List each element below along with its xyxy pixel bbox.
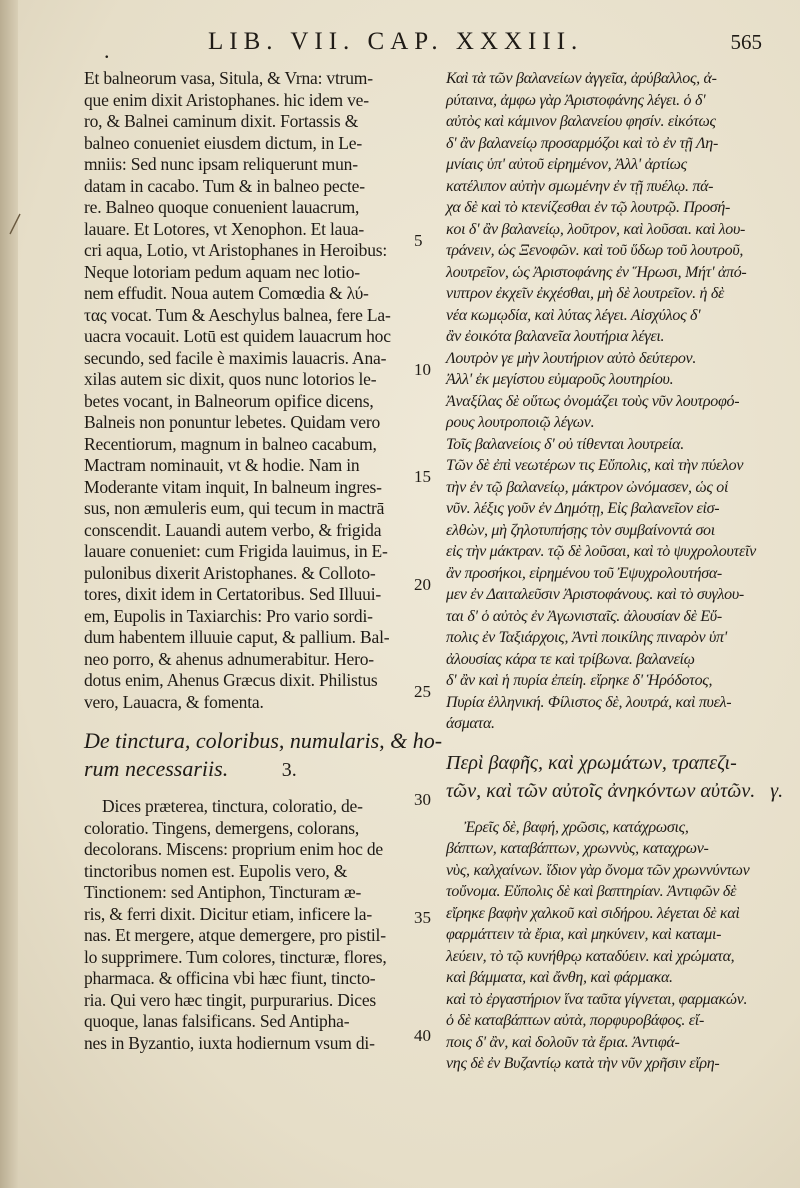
text-line: xilas autem sic dixit, quos nunc lotorios le- (84, 369, 377, 389)
text-line: neo porro, & ahenus adnumerabitur. Hero- (84, 648, 374, 669)
greek-column (446, 68, 784, 1075)
text-line: λουτρεῖον, ὡς Ἀριστοφάνης ἐν Ἥρωσι, Μήτ' ἀπό- (446, 263, 747, 281)
text-line: balneo conueniet eiusdem dictum, in Le- (84, 132, 362, 153)
latin-text-block-2 (84, 796, 428, 1054)
margin-line-number: 10 (414, 359, 431, 379)
text-line: νιπτρον ἐκχεῖν ἐκχέσθαι, μὴ δὲ λουτρεῖον. ἡ δὲ (446, 285, 724, 302)
text-line: Καὶ τὰ τῶν βαλανείων ἀγγεῖα, ἀρύβαλλος, ἀ- (446, 70, 717, 87)
text-line: Moderante vitam inquit, In balneum ingres- (84, 476, 382, 497)
text-line: λεύειν, τὸ τῷ κυνήθρῳ καταδύειν. καὶ χρώματα, (446, 947, 735, 965)
text-line: que enim dixit Aristophanes. hic idem ve- (84, 89, 369, 110)
margin-line-number: 35 (414, 907, 431, 927)
greek-text-block-1 (446, 68, 776, 735)
text-line: vero, Lauacra, & fomenta. (84, 691, 264, 712)
text-line: ἀλουσίας κάρα τε καὶ τρίβωνα. βαλανείῳ (446, 650, 695, 668)
text-line: Neque lotoriam pedum aquam nec lotio- (84, 261, 360, 282)
text-line: Τῶν δὲ ἐπὶ νεωτέρων τις Εὔπολις, καὶ τὴν πύελον (446, 457, 744, 474)
greek-heading-line-1: Περὶ βαφῆς, καὶ χρωμάτων, τραπεζι- (446, 751, 737, 774)
text-line: nem effudit. Noua autem Comœdia & λύ- (84, 283, 369, 303)
text-line: Tinctionem: sed Antiphon, Tincturam æ- (84, 882, 362, 902)
greek-heading-line-2 (446, 777, 784, 805)
text-line: betes vocant, in Balneorum opifice dicens, (84, 390, 374, 411)
text-line: χα δὲ καὶ τὸ κτενίζεσθαι ἐν τῷ λουτρῷ. Προσή- (446, 199, 731, 216)
text-line: lauare conueniet: cum Frigida lauimus, in E- (84, 541, 388, 561)
text-line: Λουτρὸν γε μὴν λουτήριον αὐτὸ δεύτερον. (446, 349, 697, 367)
text-line: ἂν ἐοικότα βαλανεῖα λουτήρια λέγει. (446, 328, 665, 345)
pen-mark-icon (6, 212, 24, 236)
latin-heading-line-2 (84, 755, 428, 784)
text-line: tores, dixit idem in Certatoribus. Sed Illuui- (84, 584, 382, 604)
text-line: πολις ἐν Ταξιάρχοις, Ἀντὶ ποικίλης πιναρὸν ὑπ' (446, 629, 727, 646)
text-line: μεν ἐν Δαιταλεῦσιν Ἀριστοφάνους. καὶ τὸ συγλου- (446, 586, 744, 603)
text-line: ρους λουτροποιῷ λέγων. (446, 414, 595, 431)
latin-section-number: 3. (281, 759, 297, 781)
text-line: secundo, sed facile è maximis lauacris. Ana- (84, 347, 387, 368)
text-line: καὶ τὸ ἐργαστήριον ἵνα ταῦτα γίγνεται, φαρμακών. (446, 990, 748, 1008)
latin-text-block-1 (84, 68, 428, 713)
text-line: nes in Byzantio, iuxta hodiernum vsum di- (84, 1032, 375, 1053)
text-line: άσματα. (446, 715, 495, 732)
text-line: Et balneorum vasa, Situla, & Vrna: vtrum- (84, 68, 373, 88)
text-line: ἂν προσήκοι, εἰρημένου τοῦ Ἐψυχρολουτήσα- (446, 564, 722, 582)
text-line: ris, & ferri dixit. Dicitur etiam, inficere la- (84, 903, 372, 924)
text-line: κατέλιπον αὐτὴν σμωμένην ἐν τῇ πυέλῳ. πά- (446, 177, 714, 195)
latin-heading-line-1: De tinctura, coloribus, numularis, & ho- (84, 728, 443, 753)
margin-line-number: 40 (414, 1026, 431, 1045)
latin-section-heading (84, 727, 443, 784)
greek-section-heading (446, 749, 784, 805)
text-line: βάπτων, καταβάπτων, χρωννὺς, καταχρων- (446, 840, 709, 857)
text-line: pharmaca. & officina vbi hæc fiunt, tincto- (84, 968, 376, 988)
text-line: εἴρηκε βαφὴν χαλκοῦ καὶ σιδήρου. λέγεται δὲ καὶ (446, 904, 740, 922)
greek-section-number: γ. (770, 779, 784, 802)
text-line: Ἀναξίλας δὲ οὕτως ὀνομάζει τοὺς νῦν λουτροφό- (446, 392, 740, 410)
text-line: quoque, lanas falsificans. Sed Antipha- (84, 1011, 350, 1031)
text-line: ὁ δὲ καταβάπτων αὐτὰ, πορφυροβάφος. εἴ- (446, 1012, 704, 1029)
text-line: uacra vocauit. Lotū est quidem lauacrum hoc (84, 326, 391, 346)
text-line: pulonibus dixerit Aristophanes. & Colloto- (84, 562, 376, 583)
greek-text-block-2 (446, 817, 776, 1075)
margin-line-number: 15 (414, 467, 431, 486)
text-line: coloratio. Tingens, demergens, colorans, (84, 817, 360, 838)
text-line: τοὔνομα. Εὔπολις δὲ καὶ βαπτηρίαν. Ἀντιφῶν δὲ (446, 883, 737, 900)
text-line: Dices præterea, tinctura, coloratio, de- (102, 796, 363, 816)
text-line: lauare. Et Lotores, vt Xenophon. Et laua- (84, 218, 364, 239)
running-header (104, 28, 788, 63)
page-number: 565 (730, 30, 762, 54)
text-line: tinctoribus nomen est. Eupolis vero, & (84, 860, 348, 881)
header-dot: . (104, 38, 110, 63)
text-line: νης δὲ ἐν Βυζαντίῳ κατὰ τὴν νῦν χρῆσιν εἴρη- (446, 1055, 720, 1072)
latin-heading-text: rum necessariis. (84, 756, 229, 781)
text-line: ria. Qui vero hæc tingit, purpurarius. Dices (84, 989, 377, 1010)
text-line: Ἐρεῖς δὲ, βαφή, χρῶσις, κατάχρωσις, (464, 818, 689, 836)
text-line: cri aqua, Lotio, vt Aristophanes in Heroibus: (84, 240, 388, 260)
text-line: Πυρία ἑλληνική. Φίλιστος δὲ, λουτρά, καὶ πυελ- (446, 693, 732, 711)
text-line: ελθὼν, μὴ ζηλοτυπήσῃς τὸν συμβαίνοντά σοι (446, 521, 715, 539)
text-line: ρύταινα, ἀμφω γὰρ Ἀριστοφάνης λέγει. ὁ δ' (446, 91, 706, 109)
text-line: τράνειν, ὡς Ξενοφῶν. καὶ τοῦ ὕδωρ τοῦ λουτροῦ, (446, 242, 744, 259)
running-title: LIB. VII. CAP. XXXIII. (208, 28, 584, 55)
margin-line-number: 5 (414, 230, 423, 250)
text-line: καὶ βάμματα, καὶ ἄνθη, καὶ φάρμακα. (446, 969, 673, 986)
text-line: Recentiorum, magnum in balneo cacabum, (84, 433, 377, 454)
margin-line-number: 30 (414, 789, 431, 809)
text-line: Mactram nominauit, vt & hodie. Nam in (84, 455, 360, 475)
margin-line-number: 20 (414, 574, 431, 594)
greek-heading-text: τῶν, καὶ τῶν αὐτοῖς ἀνηκόντων αὐτῶν. (446, 779, 756, 802)
text-line: νῦν. λέξις γοῦν ἐν Δημότῃ, Εἰς βαλανεῖον εἰσ- (446, 500, 720, 517)
text-line: μνίαις ὑπ' αὐτοῦ εἰρημένον, Ἀλλ' ἀρτίως (446, 156, 687, 173)
text-line: em, Eupolis in Taxiarchis: Pro vario sordi- (84, 605, 373, 626)
text-line: Ἀλλ' ἐκ μεγίστου εὐμαροῦς λουτηρίου. (446, 371, 674, 388)
text-line: ται δ' ὁ αὐτὸς ἐν Ἀγωνισταῖς. ἀλουσίαν δὲ Εὔ- (446, 607, 722, 625)
text-line: φαρμάττειν τὰ ἔρια, καὶ μηκύνειν, καὶ καταμι- (446, 926, 722, 943)
text-line: δ' ἂν βαλανείῳ προσαρμόζοι καὶ τὸ ἐν τῇ Λη- (446, 134, 718, 152)
binding-gutter (0, 0, 18, 1188)
text-line: conscendit. Lauandi autem verbo, & frigida (84, 519, 382, 540)
text-line: τας vocat. Tum & Aeschylus balnea, fere La- (84, 304, 391, 325)
text-line: ro, & Balnei caminum dixit. Fortassis & (84, 111, 359, 131)
text-line: dotus enim, Ahenus Græcus dixit. Philistus (84, 670, 378, 690)
text-line: δ' ἂν καὶ ἡ πυρία ἐπείη. εἴρηκε δ' Ἡρόδοτος, (446, 672, 713, 689)
text-line: ποις δ' ἂν, καὶ δολοῦν τὰ ἔρια. Ἀντιφά- (446, 1033, 680, 1051)
latin-column (84, 68, 443, 1054)
text-line: Balneis non ponuntur lebetes. Quidam vero (84, 412, 381, 432)
text-line: decolorans. Miscens: proprium enim hoc de (84, 839, 383, 859)
text-line: lo supprimere. Tum colores, tincturæ, flores, (84, 946, 387, 967)
text-line: re. Balneo quoque conuenient lauacrum, (84, 197, 360, 217)
text-line: dum habentem illuuie caput, & pallium. Bal- (84, 627, 390, 647)
text-line: κοι δ' ἂν βαλανείῳ, λοῦτρον, καὶ λοῦσαι. καὶ λου- (446, 220, 746, 238)
text-line: τὴν ἐν τῷ βαλανείῳ, μάκτρον ὠνόμασεν, ὡς οἱ (446, 478, 729, 496)
text-line: Τοῖς βαλανείοις δ' οὐ τίθενται λουτρεία. (446, 435, 684, 453)
text-line: αὐτὸς καὶ κάμινον βαλανείου φησίν. εἰκότως (446, 113, 716, 130)
text-line: datam in cacabo. Tum & in balneo pecte- (84, 175, 365, 196)
text-line: νὺς, καλχαίνων. ἴδιον γὰρ ὄνομα τῶν χρωννύντων (446, 861, 750, 879)
text-line: νέα κωμῳδία, καὶ λύτας λέγει. Αἰσχύλος δ' (446, 306, 701, 324)
text-line: nas. Et mergere, atque demergere, pro pistil- (84, 925, 386, 945)
margin-line-number: 25 (414, 682, 431, 701)
text-line: mniis: Sed nunc ipsam reliquerunt mun- (84, 154, 358, 174)
text-line: εἰς τὴν μάκτραν. τῷ δὲ λοῦσαι, καὶ τὸ ψυχρολουτεῖν (446, 543, 756, 560)
text-line: sus, non æmuleris eum, qui tecum in mactrā (84, 498, 385, 518)
